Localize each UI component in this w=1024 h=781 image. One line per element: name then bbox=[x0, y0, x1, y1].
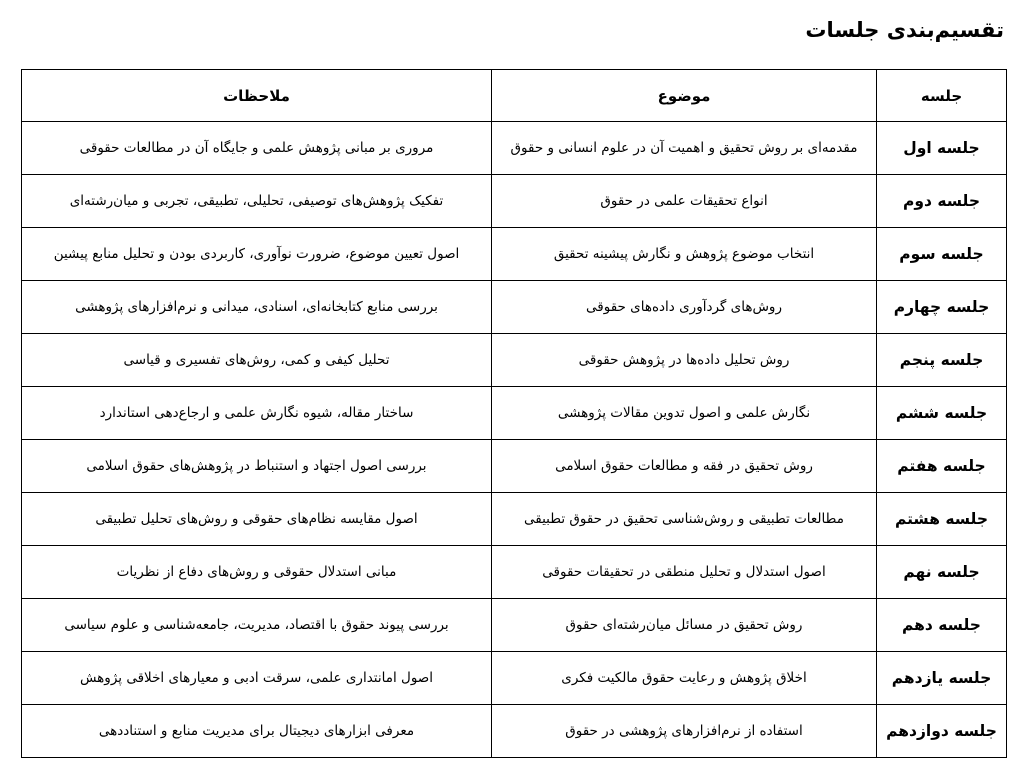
notes-cell: اصول مقایسه نظام‌های حقوقی و روش‌های تحلیل تطبیقی bbox=[22, 493, 492, 546]
session-cell: جلسه هفتم bbox=[877, 440, 1007, 493]
table-header-row bbox=[22, 70, 1007, 122]
table-row bbox=[22, 122, 1007, 175]
table-row bbox=[22, 387, 1007, 440]
notes-cell: بررسی اصول اجتهاد و استنباط در پژوهش‌های حقوق اسلامی bbox=[22, 440, 492, 493]
notes-cell: معرفی ابزارهای دیجیتال برای مدیریت منابع و استناددهی bbox=[22, 705, 492, 758]
table-row bbox=[22, 599, 1007, 652]
table-row bbox=[22, 440, 1007, 493]
topic-cell: اخلاق پژوهش و رعایت حقوق مالکیت فکری bbox=[492, 652, 877, 705]
session-cell: جلسه چهارم bbox=[877, 281, 1007, 334]
session-cell: جلسه دهم bbox=[877, 599, 1007, 652]
table-row bbox=[22, 493, 1007, 546]
header-session: جلسه bbox=[877, 70, 1007, 122]
table-row bbox=[22, 175, 1007, 228]
topic-cell: روش‌های گردآوری داده‌های حقوقی bbox=[492, 281, 877, 334]
topic-cell: روش تحقیق در مسائل میان‌رشته‌ای حقوق bbox=[492, 599, 877, 652]
topic-cell: مطالعات تطبیقی و روش‌شناسی تحقیق در حقوق تطبیقی bbox=[492, 493, 877, 546]
topic-cell: روش تحقیق در فقه و مطالعات حقوق اسلامی bbox=[492, 440, 877, 493]
notes-cell: ساختار مقاله، شیوه نگارش علمی و ارجاع‌دهی استاندارد bbox=[22, 387, 492, 440]
notes-cell: مبانی استدلال حقوقی و روش‌های دفاع از نظریات bbox=[22, 546, 492, 599]
topic-cell: نگارش علمی و اصول تدوین مقالات پژوهشی bbox=[492, 387, 877, 440]
topic-cell: انتخاب موضوع پژوهش و نگارش پیشینه تحقیق bbox=[492, 228, 877, 281]
session-cell: جلسه دوم bbox=[877, 175, 1007, 228]
session-cell: جلسه نهم bbox=[877, 546, 1007, 599]
header-topic: موضوع bbox=[492, 70, 877, 122]
session-cell: جلسه سوم bbox=[877, 228, 1007, 281]
notes-cell: مروری بر مبانی پژوهش علمی و جایگاه آن در مطالعات حقوقی bbox=[22, 122, 492, 175]
notes-cell: تحلیل کیفی و کمی، روش‌های تفسیری و قیاسی bbox=[22, 334, 492, 387]
notes-cell: تفکیک پژوهش‌های توصیفی، تحلیلی، تطبیقی، تجربی و میان‌رشته‌ای bbox=[22, 175, 492, 228]
notes-cell: بررسی منابع کتابخانه‌ای، اسنادی، میدانی و نرم‌افزارهای پژوهشی bbox=[22, 281, 492, 334]
notes-cell: اصول تعیین موضوع، ضرورت نوآوری، کاربردی بودن و تحلیل منابع پیشین bbox=[22, 228, 492, 281]
topic-cell: مقدمه‌ای بر روش تحقیق و اهمیت آن در علوم انسانی و حقوق bbox=[492, 122, 877, 175]
table-row bbox=[22, 546, 1007, 599]
session-cell: جلسه ششم bbox=[877, 387, 1007, 440]
session-cell: جلسه پنجم bbox=[877, 334, 1007, 387]
sessions-table bbox=[21, 69, 1007, 758]
topic-cell: روش تحلیل داده‌ها در پژوهش حقوقی bbox=[492, 334, 877, 387]
session-cell: جلسه هشتم bbox=[877, 493, 1007, 546]
topic-cell: اصول استدلال و تحلیل منطقی در تحقیقات حقوقی bbox=[492, 546, 877, 599]
page-title: تقسیم‌بندی جلسات bbox=[805, 18, 1004, 42]
session-cell: جلسه دوازدهم bbox=[877, 705, 1007, 758]
session-cell: جلسه یازدهم bbox=[877, 652, 1007, 705]
table-row bbox=[22, 334, 1007, 387]
header-notes: ملاحظات bbox=[22, 70, 492, 122]
table-row bbox=[22, 705, 1007, 758]
topic-cell: استفاده از نرم‌افزارهای پژوهشی در حقوق bbox=[492, 705, 877, 758]
table-row bbox=[22, 228, 1007, 281]
notes-cell: اصول امانتداری علمی، سرقت ادبی و معیارهای اخلاقی پژوهش bbox=[22, 652, 492, 705]
notes-cell: بررسی پیوند حقوق با اقتصاد، مدیریت، جامعه‌شناسی و علوم سیاسی bbox=[22, 599, 492, 652]
session-cell: جلسه اول bbox=[877, 122, 1007, 175]
topic-cell: انواع تحقیقات علمی در حقوق bbox=[492, 175, 877, 228]
table-row bbox=[22, 281, 1007, 334]
table-row bbox=[22, 652, 1007, 705]
